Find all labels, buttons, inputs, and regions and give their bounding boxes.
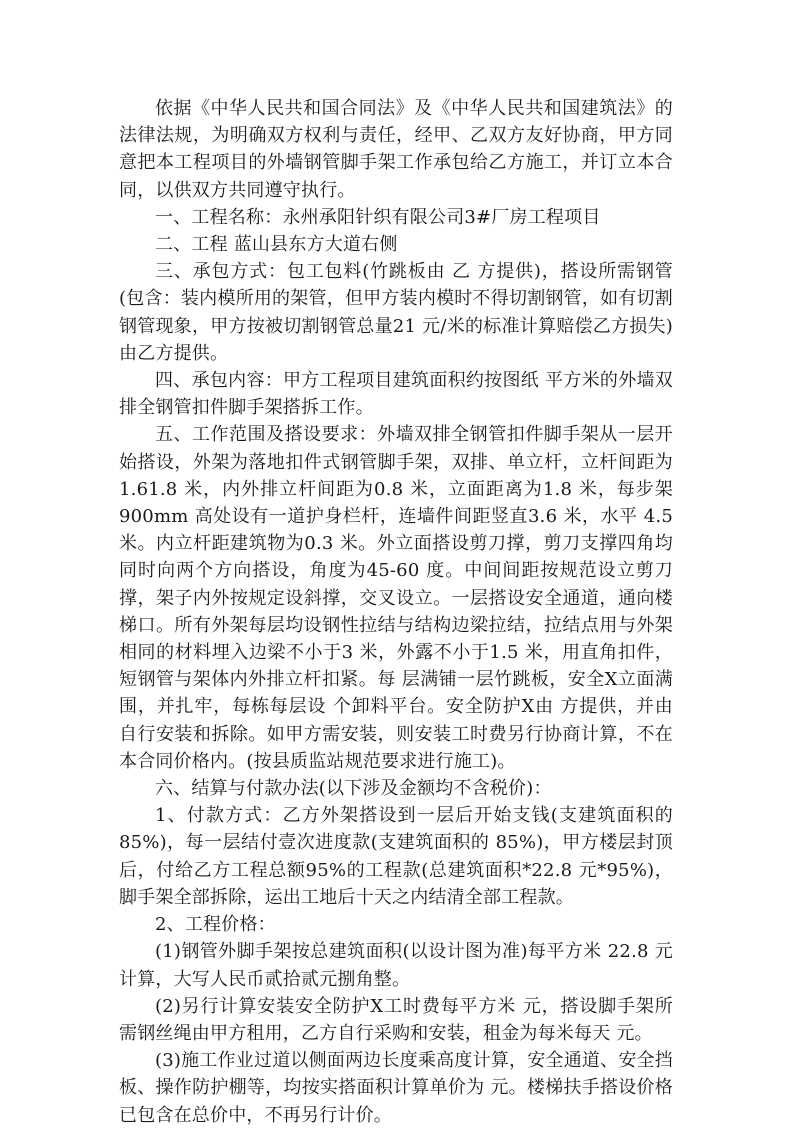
payment-method-paragraph: 1、付款方式：乙方外架搭设到一层后开始支钱(支建筑面积的85%)，每一层结付壹次进度款(支建筑面积的 85%)，甲方楼层封顶后，付给乙方工程总额95%的工程款(总建筑面积*22.8 元*95%)，脚手架全部拆除，运出工地后十天之内结清全部工程款。	[119, 805, 673, 908]
contract-body	[119, 95, 673, 1129]
settlement-heading-paragraph: 六、结算与付款办法(以下涉及金额均不含税价)：	[155, 778, 552, 800]
price-item-3-paragraph: (3)施工作业过道以侧面两边长度乘高度计算，安全通道、安全挡板、操作防护棚等，均按实搭面积计算单价为 元。楼梯扶手搭设价格已包含在总价中，不再另行计价。	[119, 1050, 673, 1126]
project-location-paragraph: 二、工程 蓝山县东方大道右侧	[155, 234, 398, 256]
price-item-1-paragraph: (1)钢管外脚手架按总建筑面积(以设计图为准)每平方米 22.8 元计算，大写人民币贰拾贰元捌角整。	[119, 941, 673, 990]
preamble-paragraph: 依据《中华人民共和国合同法》及《中华人民共和国建筑法》的法律法规，为明确双方权利与责任，经甲、乙双方友好协商，甲方同意把本工程项目的外墙钢管脚手架工作承包给乙方施工，并订立本合同，以供双方共同遵守执行。	[119, 98, 673, 201]
project-name-paragraph: 一、工程名称：永州承阳针织有限公司3#厂房工程项目	[155, 206, 601, 228]
price-item-2-paragraph: (2)另行计算安装安全防护X工时费每平方米 元，搭设脚手架所需钢丝绳由甲方租用，乙方自行采购和安装，租金为每米每天 元。	[119, 995, 673, 1044]
contract-scope-paragraph: 四、承包内容：甲方工程项目建筑面积约按图纸 平方米的外墙双排全钢管扣件脚手架搭拆工作。	[119, 370, 673, 419]
price-heading-paragraph: 2、工程价格：	[155, 914, 276, 936]
work-requirements-paragraph: 五、工作范围及搭设要求：外墙双排全钢管扣件脚手架从一层开始搭设，外架为落地扣件式钢管脚手架，双排、单立杆，立杆间距为1.61.8 米，内外排立杆间距为0.8 米，立面距离为1.8 米，每步架900mm 高处设有一道护身栏杆，连墙件间距竖直3.6 米，水平 4.5米。内立杆距建筑物为0.3 米。外立面搭设剪刀撑，剪刀支撑四角均同时向两个方向搭设，角度为45-60 度。中间间距按规范设立剪刀撑，架子内外按规定设斜撑，交叉设立。一层搭设安全通道，通向楼梯口。所有外架每层均设钢性拉结与结构边梁拉结，拉结点用与外架相同的材料埋入边梁不小于3 米，外露不小于1.5 米，用直角扣件，短钢管与架体内外排立杆扣紧。每 层满铺一层竹跳板，安全X立面满围，并扎牢，每栋每层设 个卸料平台。安全防护X由 方提供，并由 自行安装和拆除。如甲方需安装，则安装工时费另行协商计算，不在本合同价格内。(按县质监站规范要求进行施工)。	[119, 424, 673, 772]
contract-method-paragraph: 三、承包方式：包工包料(竹跳板由 乙 方提供)，搭设所需钢管(包含：装内模所用的架管，但甲方装内模时不得切割钢管，如有切割钢管现象，甲方按被切割钢管总量21 元/米的标准计算赔偿乙方损失)由乙方提供。	[119, 261, 673, 364]
